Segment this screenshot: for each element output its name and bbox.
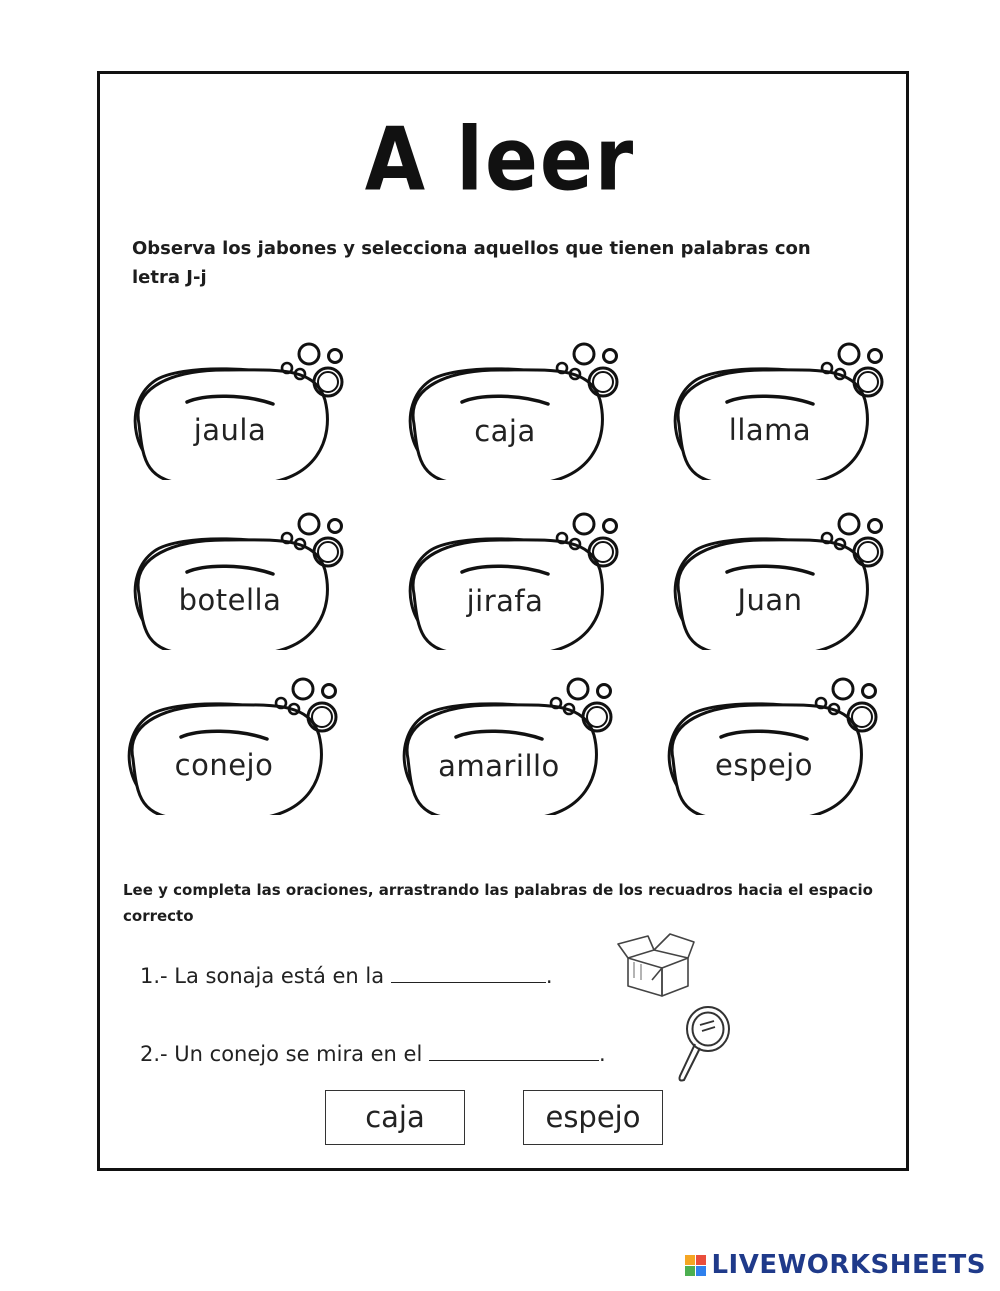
sentence-1-text: 1.- La sonaja está en la: [140, 964, 391, 988]
word-tile-caja[interactable]: caja: [325, 1090, 465, 1145]
soap-card-botella[interactable]: [125, 510, 350, 650]
soap-card-espejo[interactable]: [659, 675, 884, 815]
word-tile-espejo[interactable]: espejo: [523, 1090, 663, 1145]
sentence-1: [140, 962, 553, 988]
soap-bar-icon: [394, 675, 619, 815]
hand-mirror-icon: [672, 1002, 734, 1088]
soap-word-label: jaula: [193, 413, 267, 447]
soap-bar-icon: [659, 675, 884, 815]
sentence-2-end: .: [598, 1042, 606, 1066]
page-title: A leer: [364, 110, 636, 211]
soap-card-jirafa[interactable]: [400, 510, 625, 650]
soap-card-jaula[interactable]: [125, 340, 350, 480]
soap-card-juan[interactable]: [665, 510, 890, 650]
sentence-2: [140, 1040, 606, 1066]
soap-word-label: conejo: [174, 748, 274, 782]
soap-bar-icon: [125, 340, 350, 480]
sentence-1-drop-blank[interactable]: [391, 962, 546, 983]
liveworksheets-brand: [685, 1250, 986, 1280]
soap-card-conejo[interactable]: [119, 675, 344, 815]
liveworksheets-logo-icon: [685, 1253, 707, 1277]
instruction-complete-sentences: Lee y completa las oraciones, arrastrando las palabras de los recuadros hacia el espacio correcto: [123, 881, 873, 925]
sentence-2-drop-blank[interactable]: [429, 1040, 599, 1061]
soap-bar-icon: [400, 340, 625, 480]
soap-word-label: botella: [178, 583, 282, 617]
soap-word-label: espejo: [714, 748, 813, 782]
soap-word-label: amarillo: [438, 749, 560, 783]
instruction-select-soaps: Observa los jabones y selecciona aquellos que tienen palabras con letra J-j: [132, 238, 811, 288]
soap-word-label: caja: [474, 414, 536, 448]
soap-card-llama[interactable]: [665, 340, 890, 480]
box-icon: [614, 928, 700, 1000]
sentence-1-end: .: [545, 964, 553, 988]
soap-card-amarillo[interactable]: [394, 675, 619, 815]
soap-card-caja[interactable]: [400, 340, 625, 480]
soap-bar-icon: [125, 510, 350, 650]
soap-word-label: jirafa: [466, 584, 544, 618]
sentence-2-text: 2.- Un conejo se mira en el: [140, 1042, 429, 1066]
soap-bar-icon: [665, 510, 890, 650]
brand-name: LIVEWORKSHEETS: [711, 1250, 986, 1280]
soap-word-label: llama: [728, 413, 812, 447]
soap-bar-icon: [400, 510, 625, 650]
soap-bar-icon: [665, 340, 890, 480]
soap-bar-icon: [119, 675, 344, 815]
soap-word-label: Juan: [737, 583, 803, 617]
